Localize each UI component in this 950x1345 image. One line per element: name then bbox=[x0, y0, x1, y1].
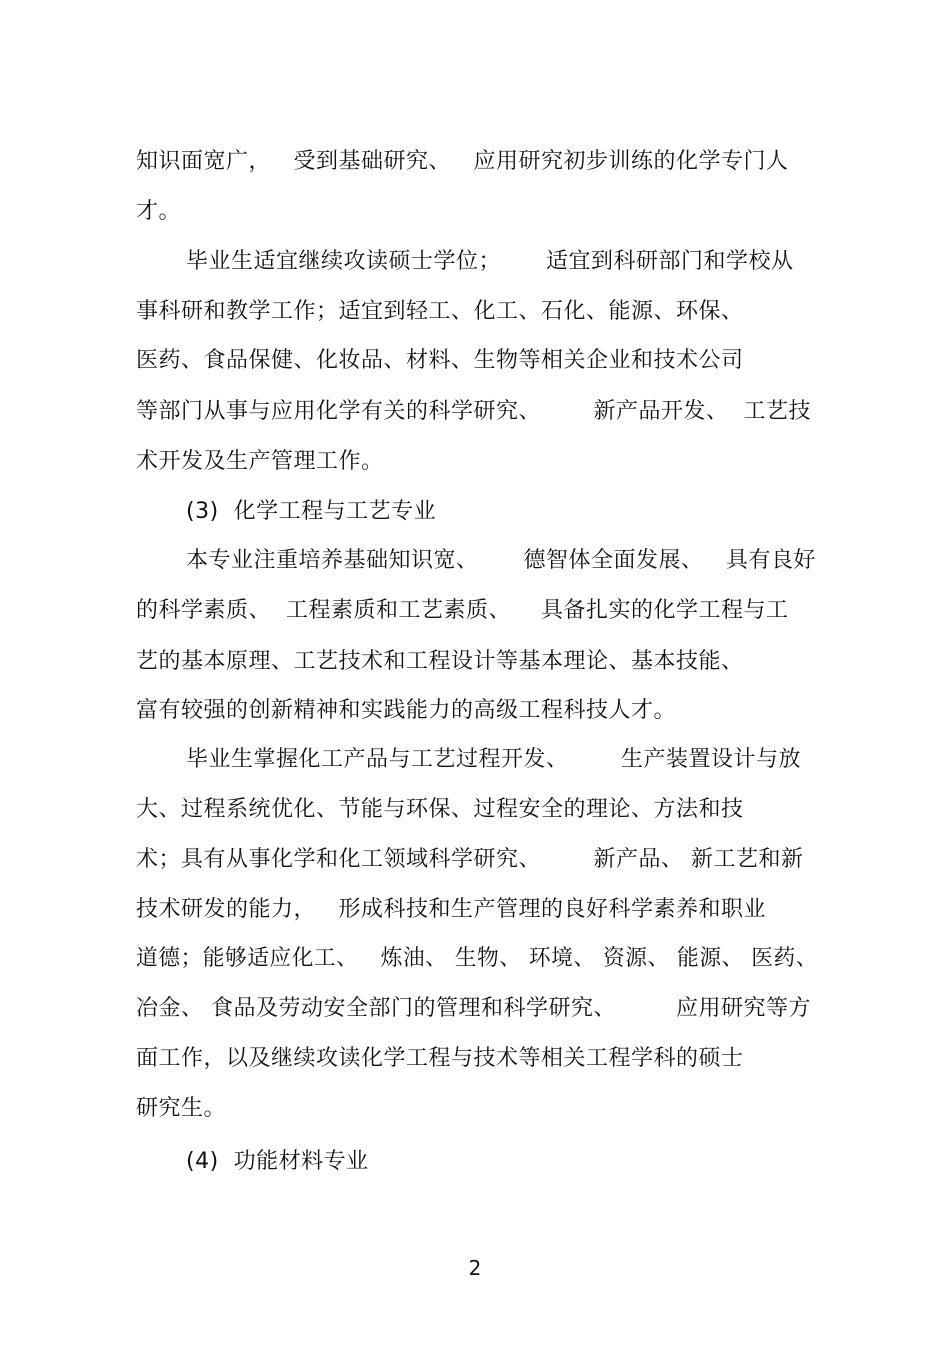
section-heading: (4) 功能材料专业 bbox=[186, 1149, 369, 1174]
text-line: 术；具有从事化学和化工领域科学研究、 新产品、 新工艺和新 bbox=[136, 847, 804, 872]
text-line: 知识面宽广， 受到基础研究、 应用研究初步训练的化学专门人 bbox=[136, 149, 789, 174]
text-line: 医药、食品保健、化妆品、材料、生物等相关企业和技术公司 bbox=[136, 348, 744, 373]
text-line: 冶金、 食品及劳动安全部门的管理和科学研究、 应用研究等方 bbox=[136, 996, 811, 1021]
text-line: 事科研和教学工作；适宜到轻工、化工、石化、能源、环保、 bbox=[136, 299, 744, 324]
text-line: 富有较强的创新精神和实践能力的高级工程科技人才。 bbox=[136, 698, 677, 723]
paragraph-start-line: 毕业生掌握化工产品与工艺过程开发、 生产装置设计与放 bbox=[186, 747, 801, 772]
text-line: 面工作，以及继续攻读化学工程与技术等相关工程学科的硕士 bbox=[136, 1046, 744, 1071]
text-line: 的科学素质、 工程素质和工艺素质、 具备扎实的化学工程与工 bbox=[136, 598, 789, 623]
text-line: 艺的基本原理、工艺技术和工程设计等基本理论、基本技能、 bbox=[136, 649, 744, 674]
text-line: 道德；能够适应化工、 炼油、 生物、 环境、 资源、 能源、 医药、 bbox=[136, 946, 818, 971]
text-line: 才。 bbox=[136, 199, 182, 224]
text-line: 大、过程系统优化、节能与环保、过程安全的理论、方法和技 bbox=[136, 797, 744, 822]
text-line: 等部门从事与应用化学有关的科学研究、 新产品开发、 工艺技 bbox=[136, 399, 811, 424]
page-number: 2 bbox=[468, 1256, 482, 1280]
text-line: 技术研发的能力， 形成科技和生产管理的良好科学素养和职业 bbox=[136, 897, 766, 922]
section-heading: (3) 化学工程与工艺专业 bbox=[186, 499, 437, 524]
paragraph-start-line: 毕业生适宜继续攻读硕士学位； 适宜到科研部门和学校从 bbox=[186, 249, 794, 274]
paragraph-start-line: 本专业注重培养基础知识宽、 德智体全面发展、 具有良好 bbox=[186, 548, 816, 573]
text-line: 研究生。 bbox=[136, 1096, 227, 1121]
text-line: 术开发及生产管理工作。 bbox=[136, 449, 384, 474]
